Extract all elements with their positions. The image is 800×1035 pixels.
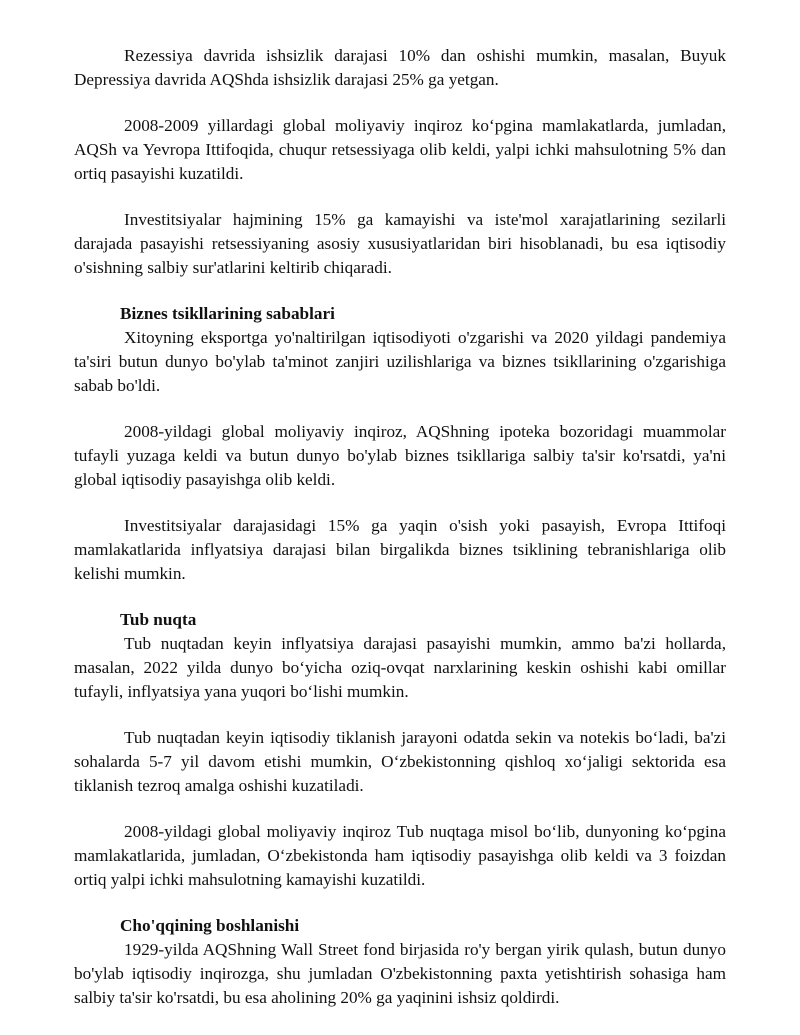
paragraph-1929-crash: 1929-yilda AQShning Wall Street fond birjasida ro'y bergan yirik qulash, butun dunyo bo'ylab iqtisodiy inqirozga, shu jumladan O'zbekistonning paxta yetishtirish sohasiga ham salbiy ta'sir ko'rsatdi, bu esa aholining 20% ga yaqinini ishsiz qoldirdi. <box>74 940 726 1007</box>
paragraph-mortgage-crisis: 2008-yildagi global moliyaviy inqiroz, AQShning ipoteka bozoridagi muammolar tufayli yuzaga keldi va butun dunyo bo'ylab biznes tsikllariga salbiy ta'sir ko'rsatdi, ya'ni global iqtisodiy pasayishga olib keldi. <box>74 422 726 489</box>
paragraph-investment-decline: Investitsiyalar hajmining 15% ga kamayishi va iste'mol xarajatlarining sezilarli darajada pasayishi retsessiyaning asosiy xususiyatlaridan biri hisoblanadi, bu esa iqtisodiy o'sishning salbiy sur'atlarini keltirib chiqaradi. <box>74 210 726 277</box>
paragraph-trough-example: 2008-yildagi global moliyaviy inqiroz Tub nuqtaga misol bo‘lib, dunyoning ko‘pgina mamlakatlarida, jumladan, O‘zbekistonda ham iqtisodiy pasayishga olib keldi va 3 foizdan ortiq yalpi ichki mahsulotning kamayishi kuzatildi. <box>74 822 726 889</box>
paragraph-investment-fluctuation: Investitsiyalar darajasidagi 15% ga yaqin o'sish yoki pasayish, Evropa Ittifoqi mamlakatlarida inflyatsiya darajasi bilan birgalikda biznes tsiklining tebranishlariga olib kelishi mumkin. <box>74 516 726 583</box>
paragraph-china-pandemic: Xitoyning eksportga yo'naltirilgan iqtisodiyoti o'zgarishi va 2020 yildagi pandemiya ta'siri butun dunyo bo'ylab ta'minot zanjiri uzilishlariga va biznes tsikllarining o'zgarishiga sabab bo'ldi. <box>74 328 726 395</box>
paragraph-2008-crisis: 2008-2009 yillardagi global moliyaviy inqiroz ko‘pgina mamlakatlarda, jumladan, AQSh va Yevropa Ittifoqida, chuqur retsessiyaga olib keldi, yalpi ichki mahsulotning 5% dan ortiq pasayishi kuzatildi. <box>74 116 726 183</box>
section-heading-trough: Tub nuqta <box>120 610 197 629</box>
section-heading-causes: Biznes tsikllarining sabablari <box>120 304 335 323</box>
section-heading-peak: Cho'qqining boshlanishi <box>120 916 300 935</box>
paragraph-recession-unemployment: Rezessiya davrida ishsizlik darajasi 10% dan oshishi mumkin, masalan, Buyuk Depressiya davrida AQShda ishsizlik darajasi 25% ga yetgan. <box>74 46 726 89</box>
paragraph-trough-recovery: Tub nuqtadan keyin iqtisodiy tiklanish jarayoni odatda sekin va notekis bo‘ladi, ba'zi sohalarda 5-7 yil davom etishi mumkin, O‘zbekistonning qishloq xo‘jaligi sektorida esa tiklanish tezroq amalga oshishi kuzatiladi. <box>74 728 726 795</box>
paragraph-trough-inflation: Tub nuqtadan keyin inflyatsiya darajasi pasayishi mumkin, ammo ba'zi hollarda, masalan, 2022 yilda dunyo bo‘yicha oziq-ovqat narxlarining keskin oshishi kabi omillar tufayli, inflyatsiya yana yuqori bo‘lishi mumkin. <box>74 634 726 701</box>
